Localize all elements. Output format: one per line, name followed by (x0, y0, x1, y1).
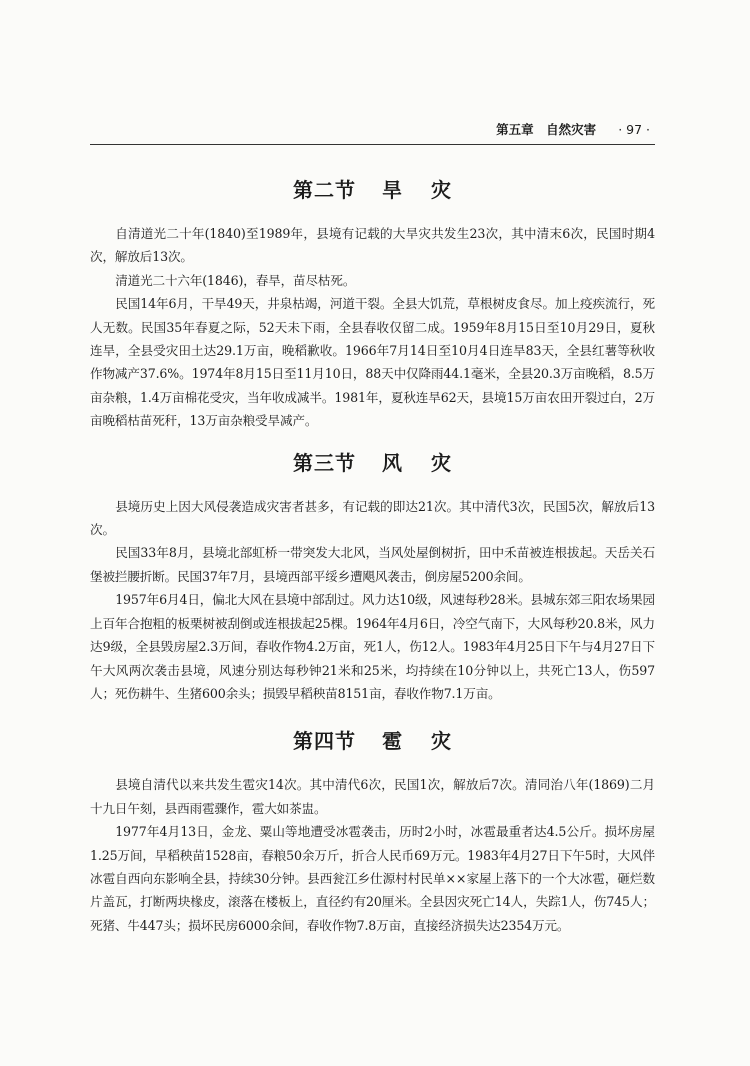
paragraph: 民国14年6月，干旱49天，井泉枯竭，河道干裂。全县大饥荒，草根树皮食尽。加上疫疾流行，死人无数。民国35年春夏之际，52天未下雨，全县春收仅留二成。1959年8月15日至10月29日，夏秋连旱，全县受灾田土达29.1万亩，晚稻歉收。1966年7月14日至10月4日连旱83天，全县红薯等秋收作物减产37.6%。1974年8月15日至11月10日，88天中仅降雨44.1毫米，全县20.3万亩晚稻，8.5万亩杂粮，1.4万亩棉花受灾，当年收成减半。1981年，夏秋连旱62天，县境15万亩农田开裂过白，2万亩晚稻枯苗死秆，13万亩杂粮受旱减产。 (90, 296, 655, 429)
paragraph: 1957年6月4日，偏北大风在县境中部刮过。风力达10级，风速每秒28米。县城东郊三阳农场果园上百年合抱粗的板栗树被刮倒或连根拔起25棵。1964年4月6日，冷空气南下，大风每秒20.8米，风力达9级，全县毁房屋2.3万间，春收作物4.2万亩，死1人，伤12人。1983年4月25日下午与4月27日下午大风两次袭击县境，风速分别达每秒钟21米和25米，均持续在10分钟以上，共死亡13人，伤597人；死伤耕牛、生猪600余头；损毁早稻秧苗8151亩，春收作物7.1万亩。 (90, 592, 655, 701)
section-heading-hail (90, 719, 655, 767)
paragraph: 县境自清代以来共发生雹灾14次。其中清代6次，民国1次，解放后7次。清同治八年(1869)二月十九日午刻，县西雨雹骤作，雹大如茶盅。 (90, 777, 655, 816)
section-title-char: 雹 (382, 729, 403, 754)
section-heading-drought (90, 168, 655, 216)
section-title-char: 灾 (431, 729, 452, 754)
section-title-char: 灾 (431, 178, 452, 202)
page-number: · 97 · (618, 122, 650, 137)
page-body (90, 168, 655, 937)
paragraph: 民国33年8月，县境北部虹桥一带突发大北风，当风处屋倒树折，田中禾苗被连根拔起。天岳关石堡被拦腰折断。民国37年7月，县境西部平绥乡遭飓风袭击，倒房屋5200余间。 (90, 545, 655, 584)
paragraph: 清道光二十六年(1846)，春旱，苗尽枯死。 (115, 272, 356, 288)
section-title-char: 风 (382, 450, 403, 475)
running-header (90, 120, 650, 144)
paragraph: 县境历史上因大风侵袭造成灾害者甚多，有记载的即达21次。其中清代3次，民国5次，解放后13次。 (90, 498, 655, 538)
paragraph: 1977年4月13日，金龙、粟山等地遭受冰雹袭击，历时2小时，冰雹最重者达4.5公斤。损坏房屋1.25万间，早稻秧苗1528亩，春粮50余万斤，折合人民币69万元。1983年4月27日下午5时，大风伴冰雹自西向东影响全县，持续30分钟。县西瓮江乡仕源村村民单××家屋上落下的一个大冰雹，砸烂数片盖瓦，打断两块椽皮，滚落在楼板上，直径约有20厘米。全县因灾死亡14人，失踪1人，伤745人；死猪、牛447头；损坏民房6000余间，春收作物7.8万亩，直接经济损失达2354万元。 (90, 824, 655, 933)
section-number: 第二节 (293, 178, 356, 202)
chapter-title: 第五章 自然灾害 (496, 122, 597, 137)
section-number: 第四节 (293, 729, 356, 754)
section-title-char: 灾 (431, 450, 452, 475)
section-heading-wind (90, 441, 655, 489)
section-title-char: 旱 (382, 178, 403, 202)
header-rule (90, 144, 655, 145)
paragraph: 自清道光二十年(1840)至1989年，县境有记载的大旱灾共发生23次，其中清末6次，民国时期4次，解放后13次。 (90, 226, 655, 265)
section-number: 第三节 (293, 450, 356, 475)
